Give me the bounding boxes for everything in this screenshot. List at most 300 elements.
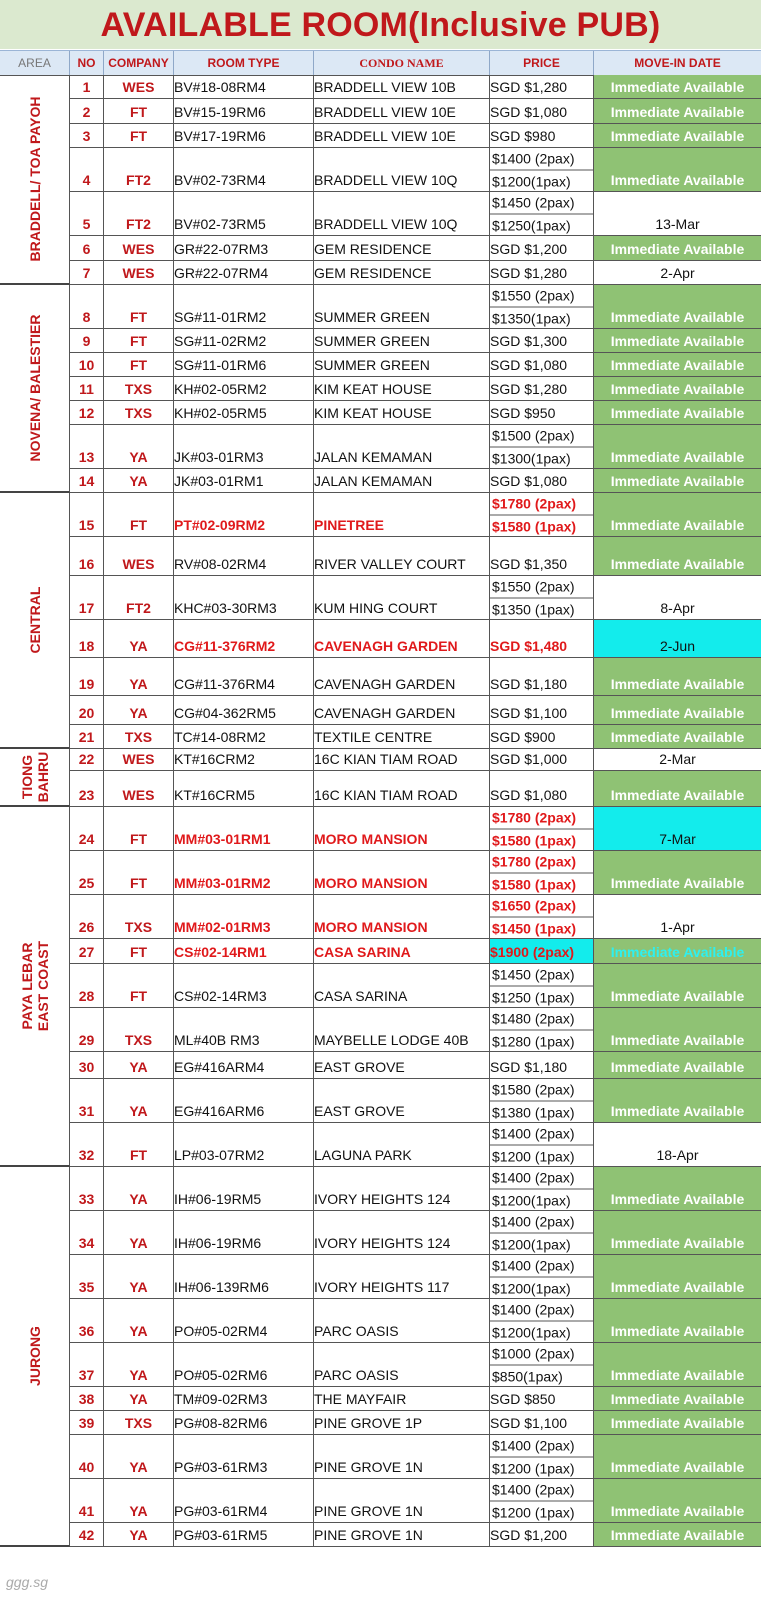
price-cell xyxy=(490,895,594,938)
move-in-date-cell: Immediate Available xyxy=(594,1523,761,1546)
company-cell: TXS xyxy=(104,401,174,424)
table-row xyxy=(70,1211,761,1255)
table-row xyxy=(70,1479,761,1523)
move-in-date-cell: Immediate Available xyxy=(594,285,761,328)
price-2pax: $1400 (2pax) xyxy=(490,1122,593,1145)
row-number: 30 xyxy=(70,1052,104,1078)
room-type-cell: SG#11-01RM6 xyxy=(174,353,314,376)
move-in-date-cell: Immediate Available xyxy=(594,851,761,894)
company-cell: YA xyxy=(104,1052,174,1078)
table-row xyxy=(70,807,761,851)
move-in-date-cell: Immediate Available xyxy=(594,1255,761,1298)
price-2pax: $1450 (2pax) xyxy=(490,191,593,214)
company-cell: FT xyxy=(104,99,174,123)
move-in-date-cell: 7-Mar xyxy=(594,807,761,850)
company-cell: YA xyxy=(104,1479,174,1522)
room-type-cell: PO#05-02RM4 xyxy=(174,1299,314,1342)
company-cell: YA xyxy=(104,620,174,657)
company-cell: YA xyxy=(104,658,174,695)
price-cell xyxy=(490,425,594,468)
room-type-cell: CS#02-14RM3 xyxy=(174,964,314,1007)
condo-name-cell: EAST GROVE xyxy=(314,1052,490,1078)
row-number: 31 xyxy=(70,1079,104,1122)
room-type-cell: KH#02-05RM2 xyxy=(174,377,314,400)
move-in-date-cell: 2-Mar xyxy=(659,751,696,767)
row-number: 35 xyxy=(70,1255,104,1298)
company-cell: TXS xyxy=(104,377,174,400)
company-cell: WES xyxy=(104,75,174,98)
condo-name-cell: 16C KIAN TIAM ROAD xyxy=(314,749,490,770)
company-cell: FT xyxy=(104,964,174,1007)
price-2pax: $1400 (2pax) xyxy=(490,1478,593,1501)
row-number: 20 xyxy=(70,696,104,724)
price-1pax: $1250(1pax) xyxy=(492,217,571,233)
move-in-date-cell: Immediate Available xyxy=(594,353,761,376)
row-number: 27 xyxy=(70,939,104,963)
price-1pax: $1200 (1pax) xyxy=(492,1504,575,1520)
company-cell: YA xyxy=(104,1299,174,1342)
room-type-cell: JK#03-01RM1 xyxy=(174,469,314,492)
condo-name-cell: KUM HING COURT xyxy=(314,576,490,619)
table-row xyxy=(70,192,761,236)
condo-name-cell: CAVENAGH GARDEN xyxy=(314,658,490,695)
move-in-date-cell: Immediate Available xyxy=(594,696,761,724)
price-1pax: $1580 (1pax) xyxy=(492,518,577,534)
company-cell: YA xyxy=(104,1435,174,1478)
table-row xyxy=(70,658,761,696)
area-group xyxy=(0,1167,70,1547)
condo-name-cell: RIVER VALLEY COURT xyxy=(314,537,490,575)
price-cell: SGD $1,280 xyxy=(490,377,594,400)
condo-name-cell: SUMMER GREEN xyxy=(314,285,490,328)
row-number: 11 xyxy=(70,377,104,400)
row-number: 34 xyxy=(70,1211,104,1254)
move-in-date-cell: Immediate Available xyxy=(594,939,761,963)
company-cell: FT xyxy=(104,493,174,536)
table-row xyxy=(70,771,761,807)
room-type-cell: IH#06-19RM5 xyxy=(174,1167,314,1210)
move-in-date-cell: Immediate Available xyxy=(594,1343,761,1386)
row-number: 42 xyxy=(70,1523,104,1546)
room-type-cell: TM#09-02RM3 xyxy=(174,1387,314,1410)
move-in-date-cell: Immediate Available xyxy=(594,1167,761,1210)
price-cell xyxy=(490,1435,594,1478)
move-in-date-cell: Immediate Available xyxy=(594,329,761,352)
company-cell: WES xyxy=(104,749,174,770)
row-number: 32 xyxy=(70,1123,104,1166)
area-group xyxy=(0,75,70,285)
price-2pax: $1480 (2pax) xyxy=(490,1007,593,1030)
price-cell: SGD $900 xyxy=(490,725,594,748)
move-in-date-cell: 18-Apr xyxy=(656,1147,699,1163)
company-cell: FT xyxy=(104,1123,174,1166)
room-type-cell: CG#04-362RM5 xyxy=(174,696,314,724)
table-row xyxy=(70,285,761,329)
table-row xyxy=(70,696,761,725)
table-row xyxy=(70,99,761,124)
room-type-cell: PG#08-82RM6 xyxy=(174,1411,314,1434)
condo-name-cell: JALAN KEMAMAN xyxy=(314,425,490,468)
room-type-cell: PG#03-61RM4 xyxy=(174,1479,314,1522)
price-2pax: $1400 (2pax) xyxy=(490,1254,593,1277)
company-cell: FT xyxy=(104,329,174,352)
header-no: NO xyxy=(70,51,104,75)
price-1pax: $1200(1pax) xyxy=(492,1192,571,1208)
table-header xyxy=(0,50,761,76)
price-cell: SGD $1,080 xyxy=(490,771,594,806)
room-type-cell: JK#03-01RM3 xyxy=(174,425,314,468)
room-type-cell: LP#03-07RM2 xyxy=(174,1123,314,1166)
row-number: 3 xyxy=(70,124,104,147)
table-row xyxy=(70,1008,761,1052)
price-cell: SGD $1,080 xyxy=(490,99,594,123)
row-number: 10 xyxy=(70,353,104,376)
room-type-cell: CS#02-14RM1 xyxy=(174,939,314,963)
price-1pax: $1450 (1pax) xyxy=(492,920,577,936)
area-group xyxy=(0,493,70,749)
move-in-date-cell: Immediate Available xyxy=(594,725,761,748)
price-2pax: $1780 (2pax) xyxy=(490,850,593,873)
company-cell: FT xyxy=(104,939,174,963)
condo-name-cell: PINE GROVE 1N xyxy=(314,1479,490,1522)
company-cell: YA xyxy=(104,1387,174,1410)
condo-name-cell: TEXTILE CENTRE xyxy=(314,725,490,748)
table-row xyxy=(70,425,761,469)
condo-name-cell: KIM KEAT HOUSE xyxy=(314,377,490,400)
condo-name-cell: CASA SARINA xyxy=(314,939,490,963)
move-in-date-cell: 2-Jun xyxy=(594,620,761,657)
room-type-cell: BV#02-73RM5 xyxy=(174,192,314,235)
room-type-cell: PG#03-61RM3 xyxy=(174,1435,314,1478)
company-cell: WES xyxy=(104,537,174,575)
price-cell: SGD $1,180 xyxy=(490,658,594,695)
price-2pax: $1780 (2pax) xyxy=(490,806,593,829)
header-room-type: ROOM TYPE xyxy=(174,51,314,75)
table-row xyxy=(70,377,761,401)
row-number: 36 xyxy=(70,1299,104,1342)
row-number: 37 xyxy=(70,1343,104,1386)
row-number: 39 xyxy=(70,1411,104,1434)
move-in-date-cell: Immediate Available xyxy=(594,124,761,147)
price-1pax: $1580 (1pax) xyxy=(492,876,577,892)
row-number: 2 xyxy=(70,99,104,123)
row-number: 22 xyxy=(70,749,104,770)
room-type-cell: BV#15-19RM6 xyxy=(174,99,314,123)
table-row xyxy=(70,75,761,99)
room-type-cell: PT#02-09RM2 xyxy=(174,493,314,536)
area-label: BRADDELL/ TOA PAYOH xyxy=(26,96,43,262)
table-row xyxy=(70,1411,761,1435)
table-row xyxy=(70,1167,761,1211)
price-cell: SGD $950 xyxy=(490,401,594,424)
company-cell: FT2 xyxy=(104,576,174,619)
price-cell xyxy=(490,148,594,191)
price-cell: SGD $1,300 xyxy=(490,329,594,352)
company-cell: TXS xyxy=(104,1411,174,1434)
condo-name-cell: BRADDELL VIEW 10B xyxy=(314,75,490,98)
row-number: 19 xyxy=(70,658,104,695)
row-number: 1 xyxy=(70,75,104,98)
row-number: 8 xyxy=(70,285,104,328)
room-type-cell: MM#03-01RM1 xyxy=(174,807,314,850)
price-cell xyxy=(490,1479,594,1522)
move-in-date-cell: 1-Apr xyxy=(660,919,695,935)
company-cell: TXS xyxy=(104,1008,174,1051)
table-row xyxy=(70,124,761,148)
room-type-cell: IH#06-139RM6 xyxy=(174,1255,314,1298)
move-in-date-cell: Immediate Available xyxy=(594,401,761,424)
condo-name-cell: CASA SARINA xyxy=(314,964,490,1007)
price-1pax: $1200(1pax) xyxy=(492,1280,571,1296)
table-row xyxy=(70,576,761,620)
price-cell xyxy=(490,1299,594,1342)
table-row xyxy=(70,939,761,964)
condo-name-cell: THE MAYFAIR xyxy=(314,1387,490,1410)
table-row xyxy=(70,469,761,493)
condo-name-cell: IVORY HEIGHTS 117 xyxy=(314,1255,490,1298)
price-cell: SGD $980 xyxy=(490,124,594,147)
move-in-date-cell: Immediate Available xyxy=(594,236,761,260)
row-number: 38 xyxy=(70,1387,104,1410)
price-2pax: $1400 (2pax) xyxy=(490,147,593,170)
table-row xyxy=(70,1255,761,1299)
condo-name-cell: PINE GROVE 1P xyxy=(314,1411,490,1434)
price-1pax: $1350(1pax) xyxy=(492,310,571,326)
condo-name-cell: BRADDELL VIEW 10Q xyxy=(314,192,490,235)
move-in-date-cell: Immediate Available xyxy=(594,425,761,468)
row-number: 41 xyxy=(70,1479,104,1522)
room-type-cell: BV#02-73RM4 xyxy=(174,148,314,191)
price-2pax: $1400 (2pax) xyxy=(490,1166,593,1189)
condo-name-cell: PINETREE xyxy=(314,493,490,536)
move-in-date-cell: Immediate Available xyxy=(594,377,761,400)
row-number: 12 xyxy=(70,401,104,424)
move-in-date-cell: Immediate Available xyxy=(594,493,761,536)
company-cell: YA xyxy=(104,425,174,468)
table-row xyxy=(70,493,761,537)
company-cell: TXS xyxy=(104,725,174,748)
price-cell: SGD $850 xyxy=(490,1387,594,1410)
table-row xyxy=(70,851,761,895)
area-label: TIONG BAHRU xyxy=(18,751,51,803)
condo-name-cell: IVORY HEIGHTS 124 xyxy=(314,1167,490,1210)
table-row xyxy=(70,148,761,192)
company-cell: YA xyxy=(104,1343,174,1386)
price-2pax: $1580 (2pax) xyxy=(490,1078,593,1101)
company-cell: YA xyxy=(104,1167,174,1210)
table-row xyxy=(70,964,761,1008)
row-number: 13 xyxy=(70,425,104,468)
move-in-date-cell: Immediate Available xyxy=(594,148,761,191)
price-cell: SGD $1,080 xyxy=(490,353,594,376)
room-type-cell: MM#02-01RM3 xyxy=(174,895,314,938)
table-row xyxy=(70,1387,761,1411)
price-2pax: $1550 (2pax) xyxy=(490,575,593,598)
room-type-cell: SG#11-02RM2 xyxy=(174,329,314,352)
company-cell: YA xyxy=(104,1523,174,1546)
area-group xyxy=(0,749,70,807)
room-type-cell: CG#11-376RM4 xyxy=(174,658,314,695)
room-type-cell: GR#22-07RM4 xyxy=(174,261,314,284)
condo-name-cell: KIM KEAT HOUSE xyxy=(314,401,490,424)
company-cell: WES xyxy=(104,261,174,284)
company-cell: YA xyxy=(104,1255,174,1298)
row-number: 23 xyxy=(70,771,104,806)
price-2pax: $1450 (2pax) xyxy=(490,963,593,986)
table-row xyxy=(70,401,761,425)
table-row xyxy=(70,1079,761,1123)
move-in-date-cell: Immediate Available xyxy=(594,469,761,492)
move-in-date-cell: Immediate Available xyxy=(594,1211,761,1254)
condo-name-cell: BRADDELL VIEW 10E xyxy=(314,124,490,147)
price-2pax: $1400 (2pax) xyxy=(490,1434,593,1457)
price-cell: SGD $1,000 xyxy=(490,749,594,770)
room-type-cell: KT#16CRM5 xyxy=(174,771,314,806)
move-in-date-cell: Immediate Available xyxy=(594,1411,761,1434)
room-type-cell: CG#11-376RM2 xyxy=(174,620,314,657)
row-number: 14 xyxy=(70,469,104,492)
room-type-cell: ML#40B RM3 xyxy=(174,1008,314,1051)
condo-name-cell: PINE GROVE 1N xyxy=(314,1523,490,1546)
condo-name-cell: BRADDELL VIEW 10E xyxy=(314,99,490,123)
price-1pax: $850(1pax) xyxy=(492,1368,563,1384)
price-cell: SGD $1,180 xyxy=(490,1052,594,1078)
price-2pax: $1780 (2pax) xyxy=(490,492,593,515)
header-move-in-date: MOVE-IN DATE xyxy=(634,56,721,70)
row-number: 26 xyxy=(70,895,104,938)
price-1pax: $1580 (1pax) xyxy=(492,832,577,848)
price-cell: $1900 (2pax) xyxy=(490,939,594,963)
table-row xyxy=(70,1523,761,1547)
watermark: ggg.sg xyxy=(6,1574,49,1590)
condo-name-cell: BRADDELL VIEW 10Q xyxy=(314,148,490,191)
room-type-cell: TC#14-08RM2 xyxy=(174,725,314,748)
price-1pax: $1200 (1pax) xyxy=(492,1460,575,1476)
move-in-date-cell: Immediate Available xyxy=(594,1052,761,1078)
condo-name-cell: IVORY HEIGHTS 124 xyxy=(314,1211,490,1254)
room-type-cell: RV#08-02RM4 xyxy=(174,537,314,575)
move-in-date-cell: 13-Mar xyxy=(655,216,700,232)
table-row xyxy=(70,1123,761,1167)
room-type-cell: BV#18-08RM4 xyxy=(174,75,314,98)
price-1pax: $1300(1pax) xyxy=(492,450,571,466)
room-type-cell: KT#16CRM2 xyxy=(174,749,314,770)
row-number: 4 xyxy=(70,148,104,191)
company-cell: FT xyxy=(104,807,174,850)
table-row xyxy=(70,725,761,749)
price-cell xyxy=(490,1343,594,1386)
move-in-date-cell: Immediate Available xyxy=(594,658,761,695)
condo-name-cell: CAVENAGH GARDEN xyxy=(314,620,490,657)
price-1pax: $1200(1pax) xyxy=(492,173,571,189)
row-number: 5 xyxy=(70,192,104,235)
price-1pax: $1380 (1pax) xyxy=(492,1104,575,1120)
condo-name-cell: PINE GROVE 1N xyxy=(314,1435,490,1478)
table-row xyxy=(70,236,761,261)
price-cell xyxy=(490,1123,594,1166)
row-number: 16 xyxy=(70,537,104,575)
table-row xyxy=(70,749,761,771)
condo-name-cell: GEM RESIDENCE xyxy=(314,261,490,284)
row-number: 6 xyxy=(70,236,104,260)
move-in-date-cell: Immediate Available xyxy=(594,1079,761,1122)
price-cell xyxy=(490,807,594,850)
row-number: 33 xyxy=(70,1167,104,1210)
table-row xyxy=(70,895,761,939)
company-cell: TXS xyxy=(104,895,174,938)
price-cell: SGD $1,280 xyxy=(490,261,594,284)
row-number: 25 xyxy=(70,851,104,894)
area-label: JURONG xyxy=(26,1326,43,1386)
condo-name-cell: LAGUNA PARK xyxy=(314,1123,490,1166)
price-2pax: $1400 (2pax) xyxy=(490,1298,593,1321)
price-cell xyxy=(490,285,594,328)
area-group xyxy=(0,285,70,493)
company-cell: WES xyxy=(104,771,174,806)
condo-name-cell: PARC OASIS xyxy=(314,1299,490,1342)
price-cell xyxy=(490,1079,594,1122)
room-type-cell: IH#06-19RM6 xyxy=(174,1211,314,1254)
move-in-date-cell: Immediate Available xyxy=(594,1479,761,1522)
table-row xyxy=(70,261,761,285)
table-row xyxy=(70,620,761,658)
price-2pax: $1500 (2pax) xyxy=(490,424,593,447)
row-number: 9 xyxy=(70,329,104,352)
move-in-date-cell: Immediate Available xyxy=(594,964,761,1007)
price-1pax: $1250 (1pax) xyxy=(492,989,575,1005)
company-cell: FT xyxy=(104,124,174,147)
area-group xyxy=(0,807,70,1167)
header-price: PRICE xyxy=(490,51,594,75)
company-cell: FT2 xyxy=(104,148,174,191)
row-number: 7 xyxy=(70,261,104,284)
row-number: 15 xyxy=(70,493,104,536)
page-title: AVAILABLE ROOM(Inclusive PUB) xyxy=(0,0,761,49)
company-cell: FT xyxy=(104,353,174,376)
price-cell xyxy=(490,1167,594,1210)
price-2pax: $1650 (2pax) xyxy=(490,894,593,917)
price-1pax: $1350 (1pax) xyxy=(492,601,575,617)
company-cell: FT xyxy=(104,285,174,328)
move-in-date-cell: Immediate Available xyxy=(594,1008,761,1051)
price-cell: SGD $1,080 xyxy=(490,469,594,492)
company-cell: FT xyxy=(104,851,174,894)
table-row xyxy=(70,1343,761,1387)
row-number: 21 xyxy=(70,725,104,748)
row-number: 40 xyxy=(70,1435,104,1478)
room-type-cell: PG#03-61RM5 xyxy=(174,1523,314,1546)
table-row xyxy=(70,1435,761,1479)
condo-name-cell: EAST GROVE xyxy=(314,1079,490,1122)
move-in-date-cell: Immediate Available xyxy=(594,771,761,806)
table-row xyxy=(70,1299,761,1343)
row-number: 29 xyxy=(70,1008,104,1051)
company-cell: YA xyxy=(104,696,174,724)
condo-name-cell: MORO MANSION xyxy=(314,895,490,938)
price-cell xyxy=(490,493,594,536)
price-cell: SGD $1,480 xyxy=(490,620,594,657)
table-row xyxy=(70,1052,761,1079)
room-type-cell: SG#11-01RM2 xyxy=(174,285,314,328)
header-company: COMPANY xyxy=(104,51,174,75)
move-in-date-cell: 8-Apr xyxy=(660,600,695,616)
row-number: 28 xyxy=(70,964,104,1007)
move-in-date-cell: Immediate Available xyxy=(594,537,761,575)
header-area: AREA xyxy=(0,51,70,75)
move-in-date-cell: Immediate Available xyxy=(594,1387,761,1410)
table-row xyxy=(70,537,761,576)
room-type-cell: MM#03-01RM2 xyxy=(174,851,314,894)
